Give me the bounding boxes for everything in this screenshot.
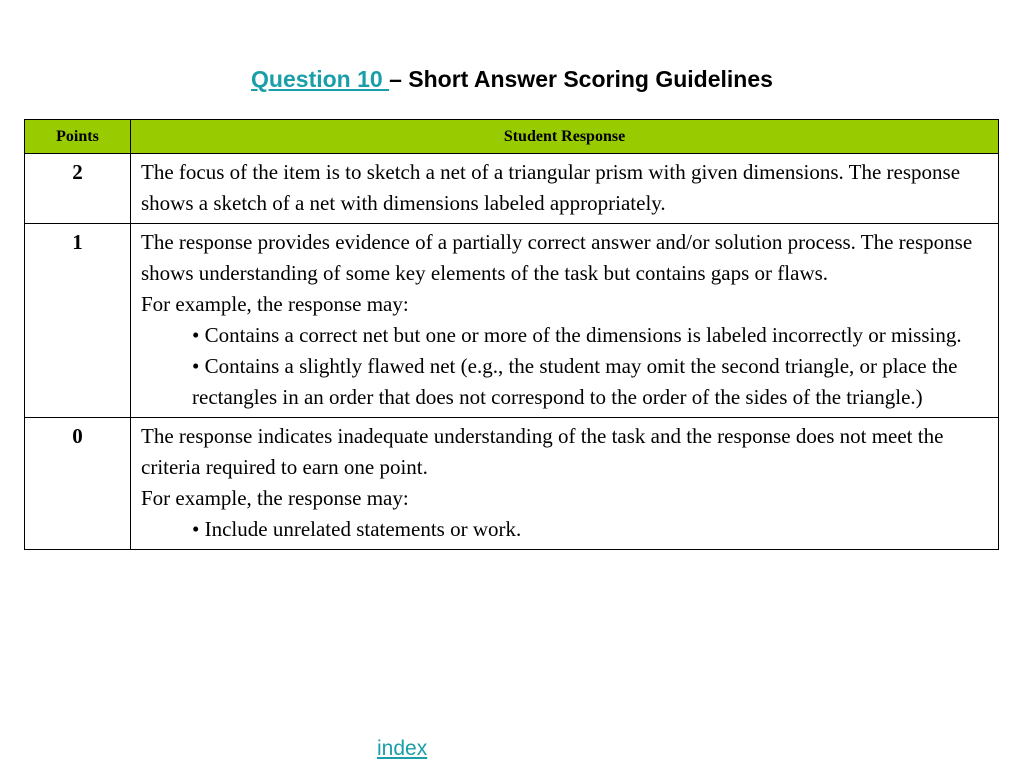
points-value: 2 (25, 154, 131, 224)
table-row (25, 224, 999, 418)
points-value: 1 (25, 224, 131, 418)
example-bullet: • Contains a correct net but one or more of the dimensions is labeled incorrectly or missing. (192, 323, 962, 347)
example-bullet: • Contains a slightly flawed net (e.g., the student may omit the second triangle, or place the rectangles in an order that does not correspond to the order of the sides of the triangle.) (192, 354, 958, 409)
student-response-column-header: Student Response (131, 120, 999, 154)
response-description (131, 154, 999, 224)
response-text: The response provides evidence of a partially correct answer and/or solution process. The response shows understanding of some key elements of the task but contains gaps or flaws. (141, 230, 973, 285)
scoring-guidelines-table (24, 119, 999, 550)
example-intro: For example, the response may: (141, 486, 409, 510)
table-header-row (25, 120, 999, 154)
response-description (131, 418, 999, 550)
table-row (25, 418, 999, 550)
example-intro: For example, the response may: (141, 292, 409, 316)
example-bullet: • Include unrelated statements or work. (192, 517, 522, 541)
response-description (131, 224, 999, 418)
index-link[interactable]: index (377, 737, 428, 760)
points-column-header: Points (25, 120, 131, 154)
response-text: The response indicates inadequate understanding of the task and the response does not meet the criteria required to earn one point. (141, 424, 944, 479)
title-text: – Short Answer Scoring Guidelines (389, 66, 773, 92)
page-title (0, 62, 1024, 96)
question-10-link[interactable]: Question 10 (251, 66, 390, 92)
table-row (25, 154, 999, 224)
response-text: The focus of the item is to sketch a net of a triangular prism with given dimensions. The response shows a sketch of a net with dimensions labeled appropriately. (141, 160, 961, 215)
points-value: 0 (25, 418, 131, 550)
